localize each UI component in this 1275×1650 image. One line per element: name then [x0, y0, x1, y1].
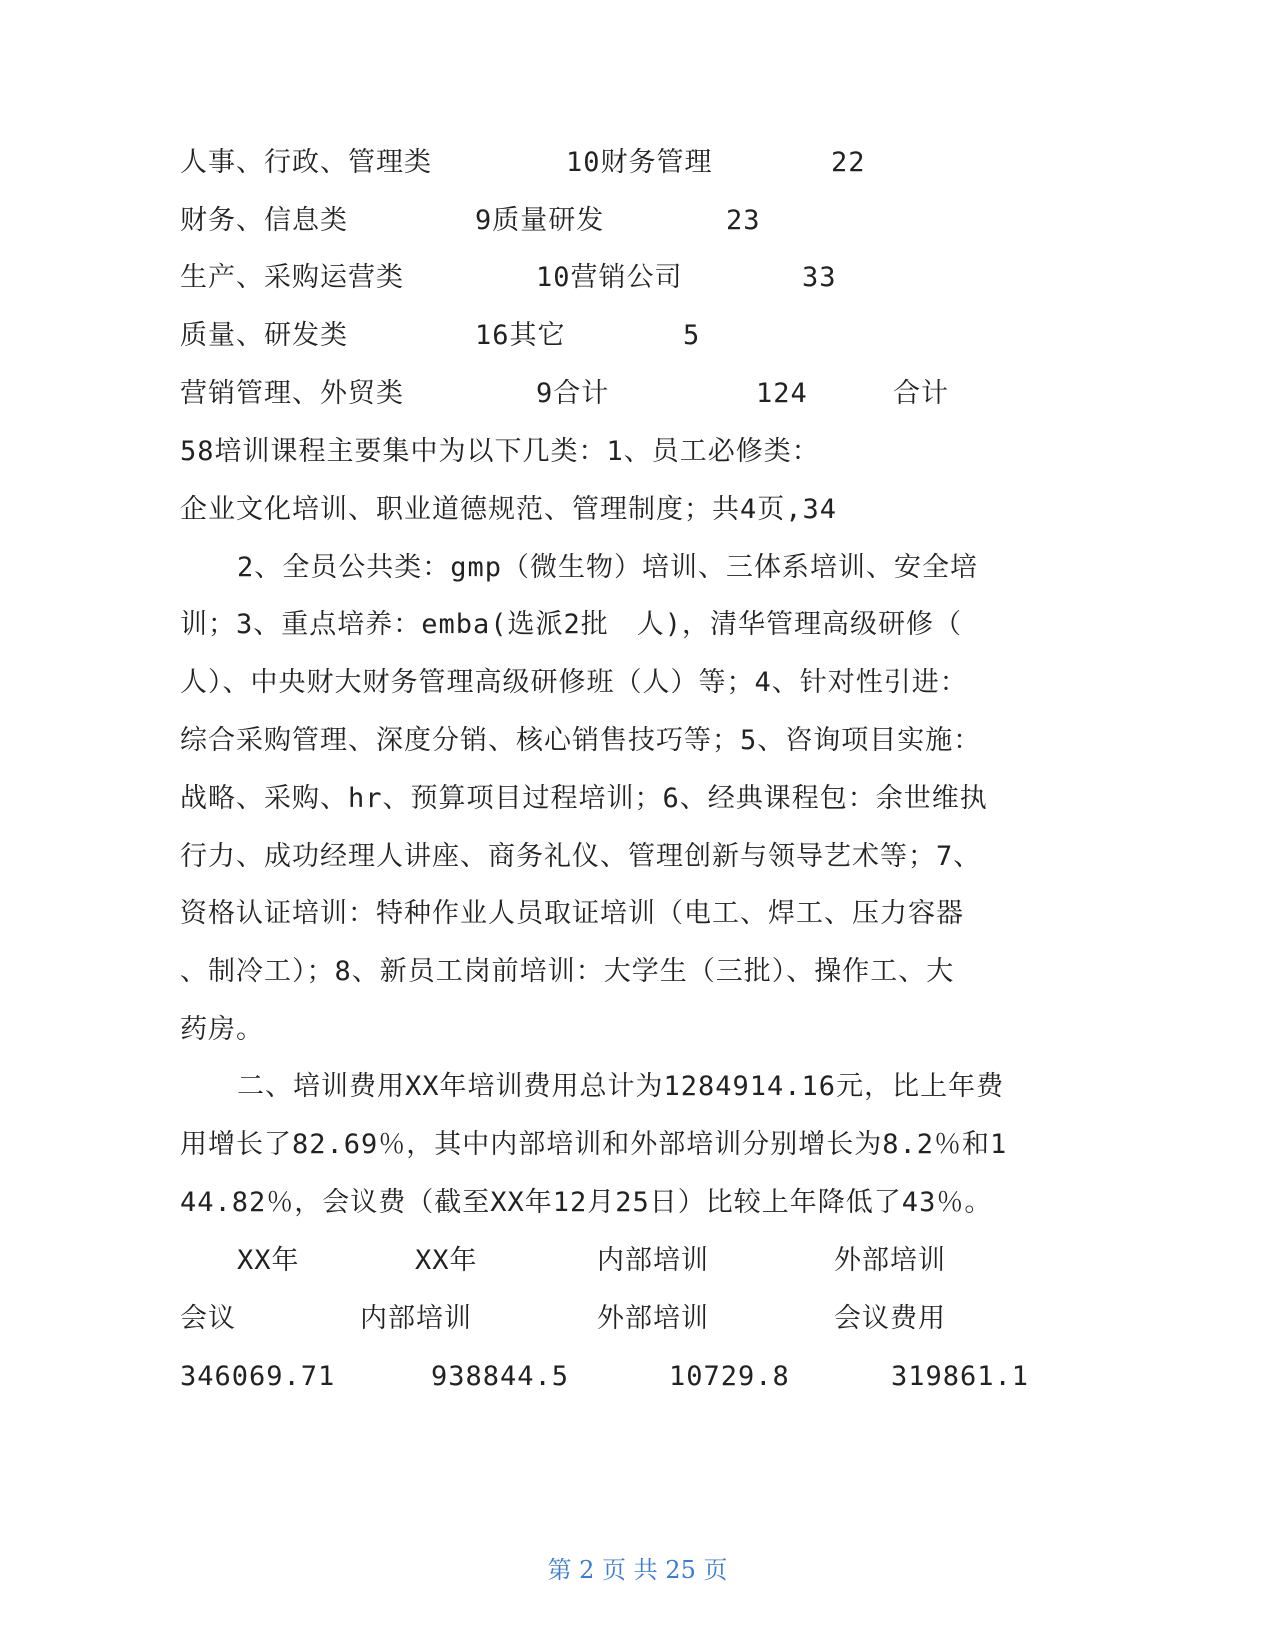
table1-cell: 合计 — [893, 378, 949, 409]
table2-header-cell: XX年 — [237, 1245, 300, 1276]
body-line: 综合采购管理、深度分销、核心销售技巧等；5、咨询项目实施： — [180, 725, 982, 756]
table1-cell: 财务、信息类 — [180, 205, 348, 236]
body-line: 战略、采购、hr、预算项目过程培训；6、经典课程包：余世维执 — [180, 783, 988, 814]
body-line: 药房。 — [180, 1014, 264, 1045]
table2-header-cell: 会议 — [180, 1303, 236, 1334]
page-footer: 第 2 页 共 25 页 — [547, 1556, 728, 1584]
table1-cell: 23 — [726, 205, 761, 236]
body-line: 2、全员公共类：gmp（微生物）培训、三体系培训、安全培 — [237, 552, 979, 583]
table1-cell: 16其它 — [475, 320, 566, 351]
table2-header-cell: 内部培训 — [597, 1245, 709, 1276]
table2-value-row — [0, 1357, 1275, 1397]
table2-value-cell: 319861.1 — [891, 1361, 1030, 1392]
table1-cell: 10营销公司 — [536, 262, 683, 293]
table1-cell: 10财务管理 — [566, 147, 713, 178]
table2-header-cell: 外部培训 — [597, 1303, 709, 1334]
body-line: 二、培训费用XX年培训费用总计为1284914.16元，比上年费 — [237, 1071, 1005, 1102]
table2-header-cell: XX年 — [415, 1245, 478, 1276]
table1-cell: 9质量研发 — [475, 205, 605, 236]
table2-value-cell: 346069.71 — [180, 1361, 336, 1392]
table1-row — [0, 374, 1275, 414]
table2-header-row — [0, 1241, 1275, 1281]
body-line: 58培训课程主要集中为以下几类：1、员工必修类： — [180, 436, 820, 467]
table2-value-cell: 10729.8 — [669, 1361, 790, 1392]
body-line: 资格认证培训：特种作业人员取证培训（电工、焊工、压力容器 — [180, 898, 964, 929]
table2-header-cell: 外部培训 — [834, 1245, 946, 1276]
body-line: 企业文化培训、职业道德规范、管理制度；共4页,34 — [180, 494, 838, 525]
body-line: 行力、成功经理人讲座、商务礼仪、管理创新与领导艺术等；7、 — [180, 841, 982, 872]
table1-cell: 9合计 — [536, 378, 610, 409]
table1-cell: 生产、采购运营类 — [180, 262, 404, 293]
table1-row — [0, 316, 1275, 356]
table2-header-row — [0, 1299, 1275, 1339]
body-line: 训；3、重点培养：emba(选派2批 人)，清华管理高级研修（ — [180, 609, 963, 640]
table1-cell: 质量、研发类 — [180, 320, 348, 351]
table1-row — [0, 258, 1275, 298]
body-line: 44.82％，会议费（截至XX年12月25日）比较上年降低了43％。 — [180, 1187, 993, 1218]
table1-cell: 33 — [802, 262, 837, 293]
table1-cell: 人事、行政、管理类 — [180, 147, 432, 178]
table1-cell: 124 — [756, 378, 808, 409]
table1-cell: 营销管理、外贸类 — [180, 378, 404, 409]
table2-value-cell: 938844.5 — [431, 1361, 570, 1392]
table1-row — [0, 201, 1275, 241]
table2-header-cell: 内部培训 — [360, 1303, 472, 1334]
body-line: 用增长了82.69％，其中内部培训和外部培训分别增长为8.2％和1 — [180, 1129, 1008, 1160]
table1-cell: 22 — [831, 147, 866, 178]
body-line: 、制冷工）；8、新员工岗前培训：大学生（三批）、操作工、大 — [180, 956, 955, 987]
body-line: 人）、中央财大财务管理高级研修班（人）等；4、针对性引进： — [180, 667, 968, 698]
table1-cell: 5 — [683, 320, 701, 351]
table1-row — [0, 143, 1275, 183]
table2-header-cell: 会议费用 — [834, 1303, 946, 1334]
